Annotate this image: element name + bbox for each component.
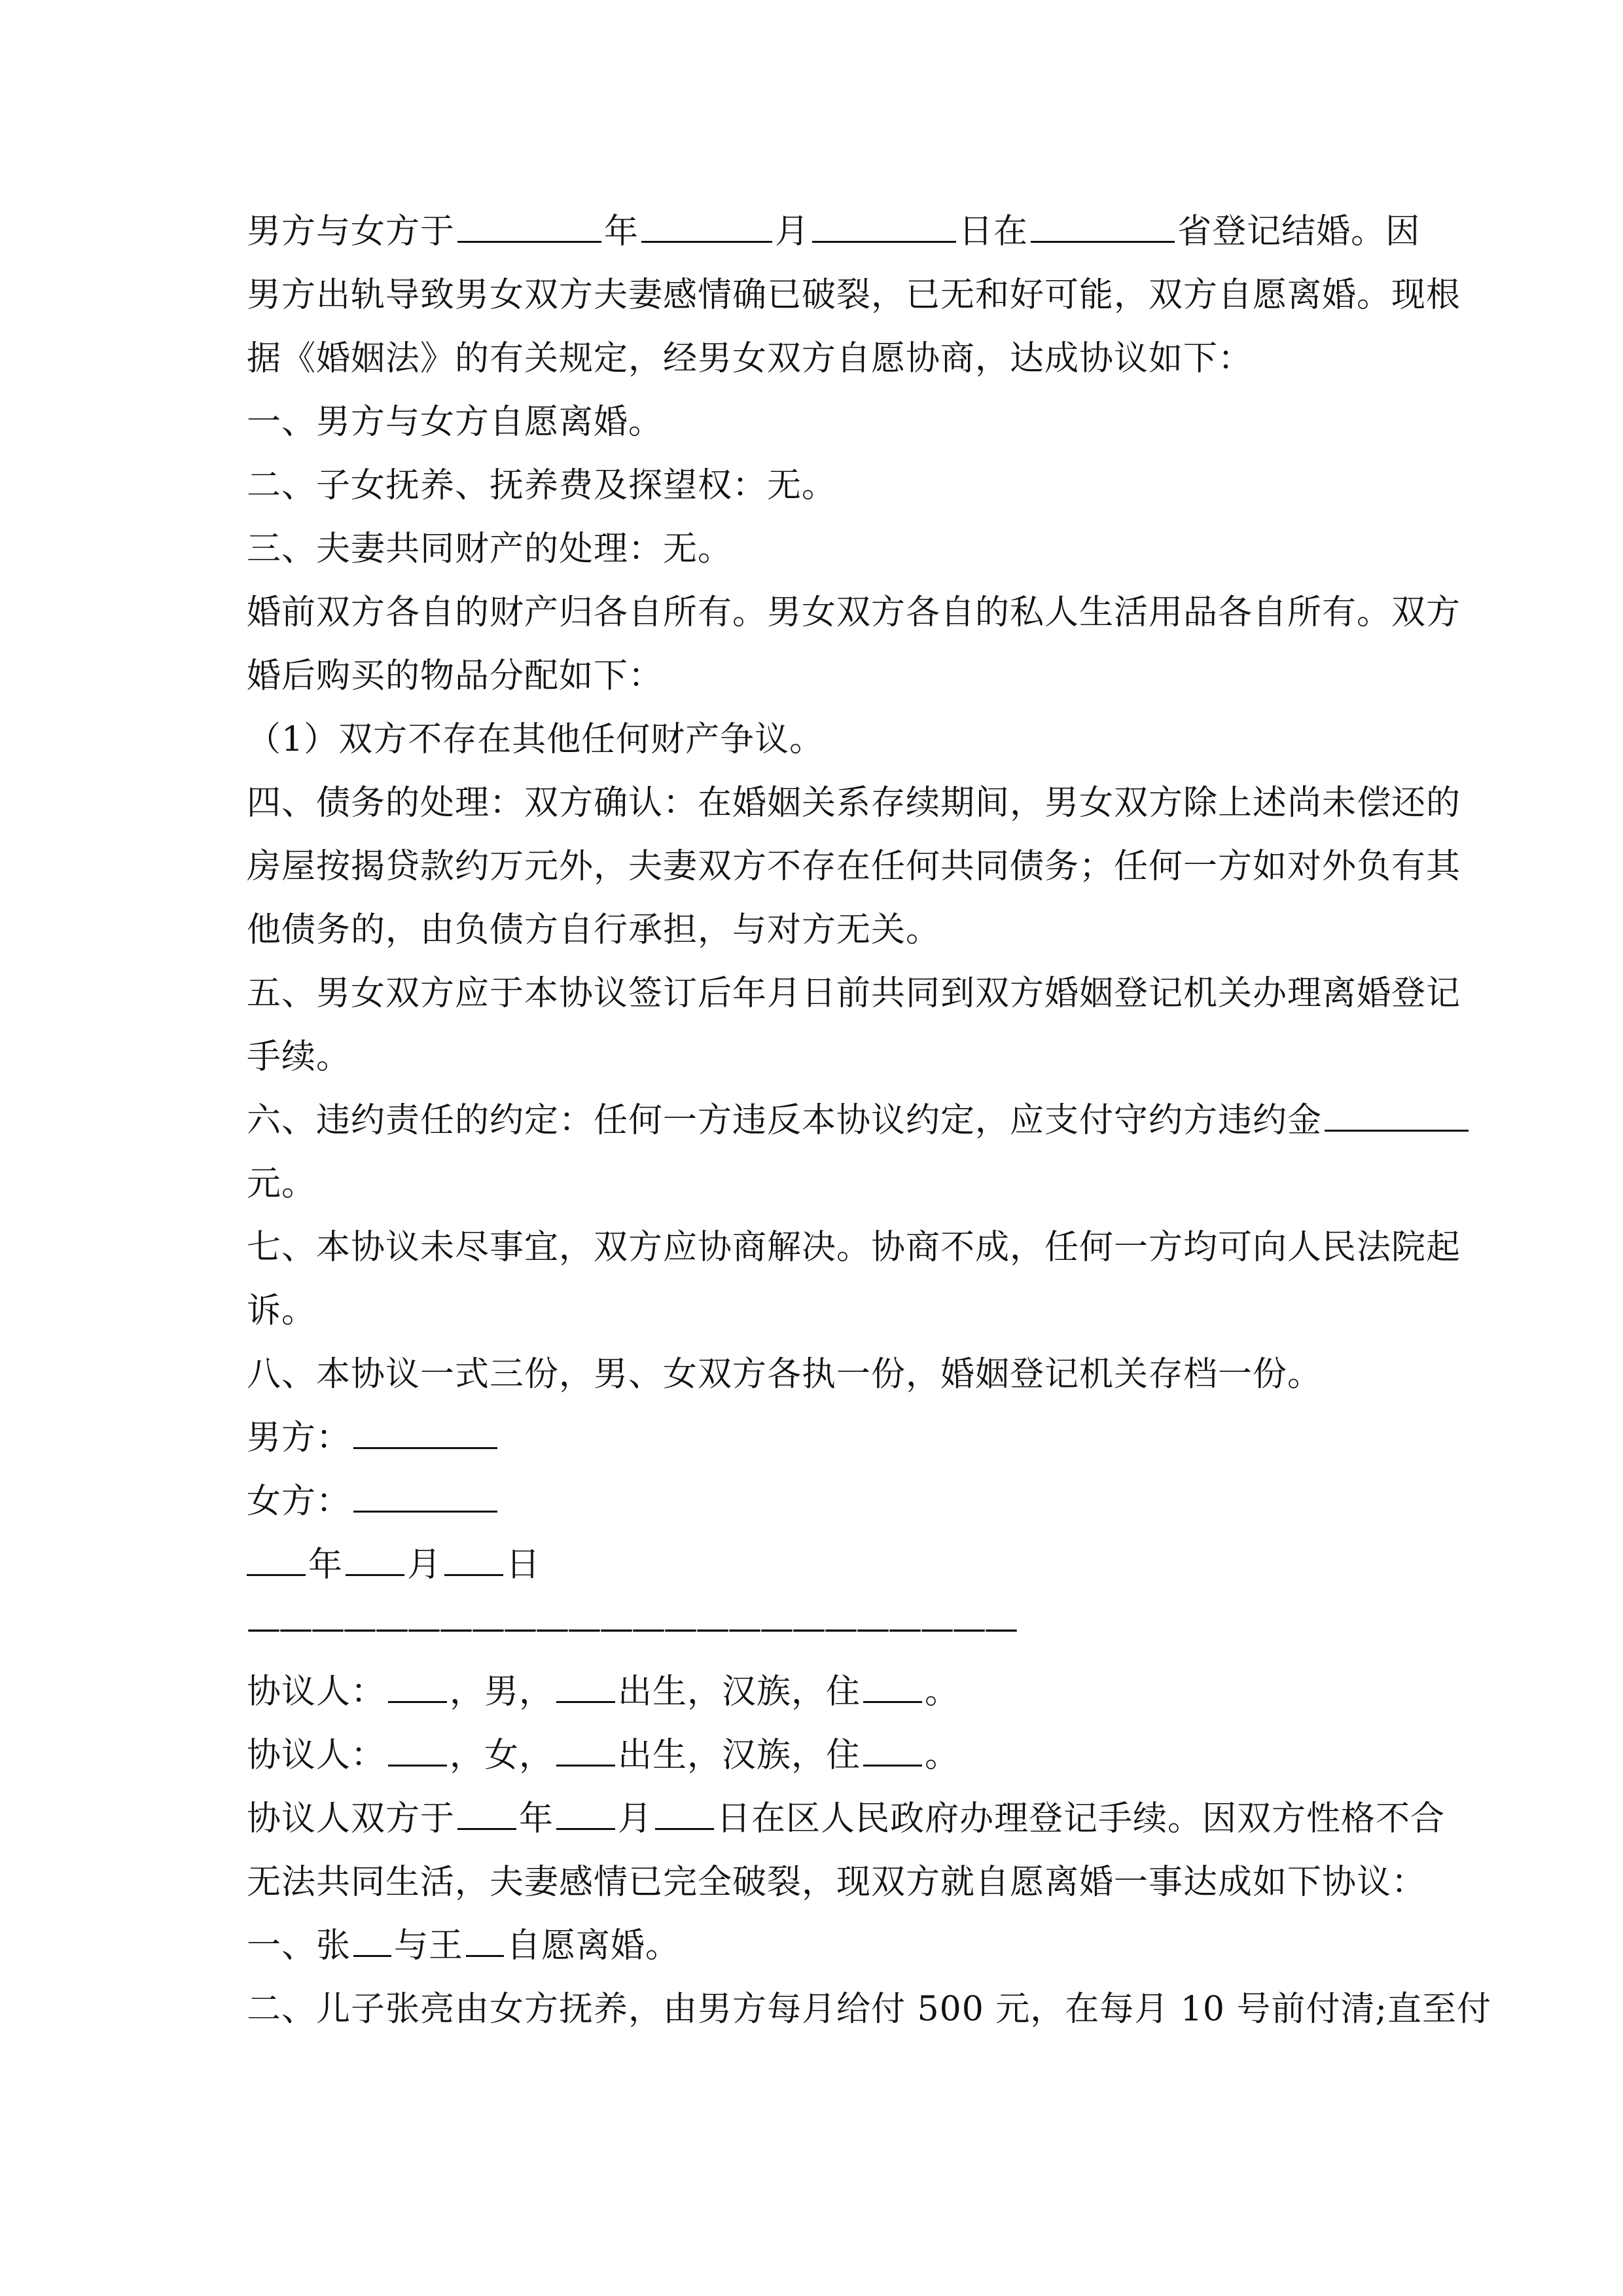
day-blank [444, 1536, 503, 1576]
clause-6 [247, 1089, 1378, 1153]
marriage-registration-line [247, 200, 1421, 264]
party-1-line [247, 1660, 1378, 1724]
clause-3: 三、夫妻共同财产的处理：无。 [247, 529, 733, 569]
text: 与王 [394, 1926, 464, 1965]
name-blank [388, 1663, 447, 1703]
name-blank [466, 1917, 504, 1957]
text: 。 [925, 1672, 960, 1712]
clause-8: 八、本协议一式三份，男、女双方各执一份，婚姻登记机关存档一份。 [247, 1355, 1323, 1394]
clause-7: 七、本协议未尽事宜，双方应协商解决。协商不成，任何一方均可向人民法院起 [247, 1228, 1461, 1267]
clause-7-cont: 诉。 [247, 1291, 317, 1331]
text: 协议人： [247, 1736, 386, 1775]
paragraph-line: 无法共同生活，夫妻感情已完全破裂，现双方就自愿离婚一事达成如下协议： [247, 1863, 1427, 1902]
clause-5: 五、男女双方应于本协议签订后年月日前共同到双方婚姻登记机关办理离婚登记 [247, 974, 1461, 1013]
text: ，男， [450, 1672, 554, 1712]
clause-5-cont: 手续。 [247, 1037, 351, 1077]
section-divider: ———————————————————————— [247, 1609, 1016, 1648]
text: 日 [506, 1545, 541, 1585]
year-blank [457, 1790, 516, 1830]
province-blank [1031, 203, 1175, 243]
text: 月 [618, 1799, 653, 1839]
clause-4-cont: 他债务的，由负债方自行承担，与对方无关。 [247, 910, 941, 950]
day-blank [812, 203, 956, 243]
male-signature-blank [353, 1409, 497, 1449]
name-blank [353, 1917, 391, 1957]
text: 月 [407, 1545, 442, 1585]
paragraph-line: 男方出轨导致男女双方夫妻感情确已破裂，已无和好可能，双方自愿离婚。现根 [247, 276, 1461, 315]
text: 。 [925, 1736, 960, 1775]
clause-4-cont: 房屋按揭贷款约万元外，夫妻双方不存在任何共同债务；任何一方如对外负有其 [247, 847, 1461, 886]
text: 年 [604, 212, 639, 251]
clause-2: 二、子女抚养、抚养费及探望权：无。 [247, 466, 837, 505]
text: 出生，汉族，住 [618, 1736, 861, 1775]
clause-6-cont: 元。 [247, 1164, 317, 1204]
text: 女方： [247, 1482, 351, 1521]
text: 出生，汉族，住 [618, 1672, 861, 1712]
male-signature-line [247, 1407, 1378, 1470]
text: 六、违约责任的约定：任何一方违反本协议约定，应支付守约方违约金 [247, 1101, 1323, 1140]
address-blank [863, 1727, 922, 1767]
penalty-blank [1325, 1092, 1469, 1132]
clause-2: 二、儿子张亮由女方抚养，由男方每月给付 500 元，在每月 10 号前付清;直至付 [247, 1990, 1492, 2029]
month-blank [641, 203, 772, 243]
day-blank [655, 1790, 714, 1830]
clause-1: 一、男方与女方自愿离婚。 [247, 403, 664, 442]
date-line [247, 1534, 1378, 1597]
text: 日在区人民政府办理登记手续。因双方性格不合 [717, 1799, 1446, 1839]
text: 省登记结婚。因 [1177, 212, 1421, 251]
year-blank [457, 203, 601, 243]
text: 男方与女方于 [247, 212, 455, 251]
party-2-line [247, 1724, 1378, 1787]
text: 年 [308, 1545, 344, 1585]
female-signature-blank [353, 1473, 497, 1513]
text: 自愿离婚。 [507, 1926, 681, 1965]
birth-blank [556, 1727, 615, 1767]
address-blank [863, 1663, 922, 1703]
property-item: （1）双方不存在其他任何财产争议。 [247, 720, 825, 759]
text: 协议人双方于 [247, 1799, 455, 1839]
paragraph-line: 据《婚姻法》的有关规定，经男女双方自愿协商，达成协议如下： [247, 339, 1253, 378]
clause-4: 四、债务的处理：双方确认：在婚姻关系存续期间，男女双方除上述尚未偿还的 [247, 783, 1461, 823]
month-blank [346, 1536, 404, 1576]
female-signature-line [247, 1470, 1378, 1534]
text: 一、张 [247, 1926, 351, 1965]
text: 男方： [247, 1418, 351, 1458]
clause-1 [247, 1914, 1378, 1978]
year-blank [247, 1536, 306, 1576]
text: ，女， [450, 1736, 554, 1775]
text: 年 [519, 1799, 554, 1839]
name-blank [388, 1727, 447, 1767]
registration-line [247, 1787, 1446, 1851]
text: 月 [775, 212, 810, 251]
property-line: 婚后购买的物品分配如下： [247, 656, 664, 696]
property-line: 婚前双方各自的财产归各自所有。男女双方各自的私人生活用品各自所有。双方 [247, 593, 1461, 632]
birth-blank [556, 1663, 615, 1703]
document-page [247, 200, 1492, 2041]
text: 协议人： [247, 1672, 386, 1712]
month-blank [556, 1790, 615, 1830]
text: 日在 [959, 212, 1029, 251]
